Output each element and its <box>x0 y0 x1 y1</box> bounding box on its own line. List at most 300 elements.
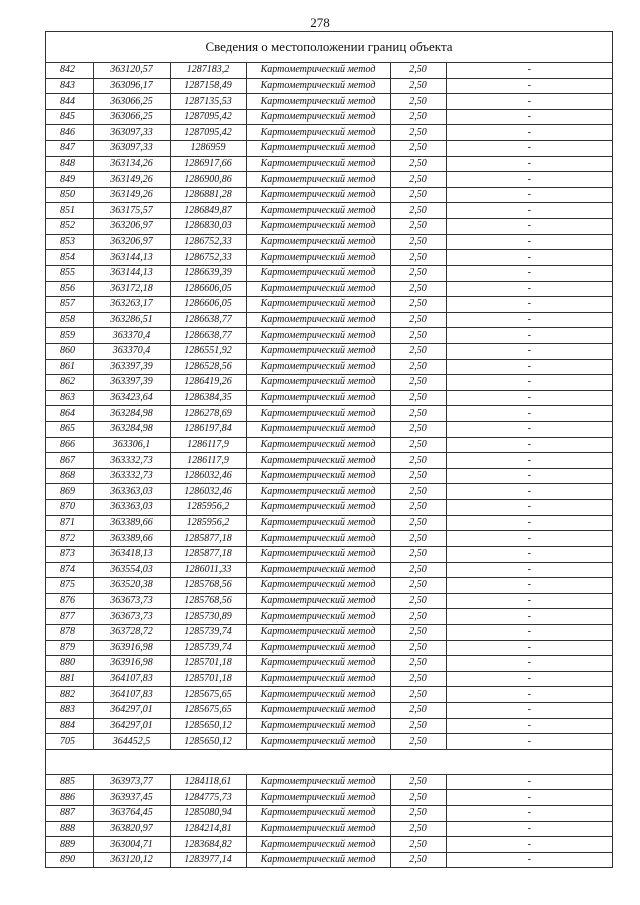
method-cell: Картометрический метод <box>246 109 390 125</box>
x-coordinate: 363206,97 <box>93 234 170 250</box>
y-coordinate: 1285739,74 <box>170 640 246 656</box>
table-row <box>46 734 612 750</box>
note-cell: - <box>446 203 612 219</box>
method-cell: Картометрический метод <box>246 671 390 687</box>
y-coordinate: 1286917,66 <box>170 156 246 172</box>
note-cell: - <box>446 63 612 78</box>
x-coordinate: 363820,97 <box>93 821 170 837</box>
method-cell: Картометрический метод <box>246 343 390 359</box>
point-number: 880 <box>46 656 93 672</box>
table-row <box>46 281 612 297</box>
table-row <box>46 343 612 359</box>
table-row <box>46 390 612 406</box>
accuracy-cell: 2,50 <box>390 328 446 344</box>
point-number: 884 <box>46 718 93 734</box>
x-coordinate: 363673,73 <box>93 593 170 609</box>
x-coordinate: 364452,5 <box>93 734 170 750</box>
method-cell: Картометрический метод <box>246 359 390 375</box>
accuracy-cell: 2,50 <box>390 790 446 806</box>
table-row <box>46 437 612 453</box>
method-cell: Картометрический метод <box>246 78 390 94</box>
accuracy-cell: 2,50 <box>390 624 446 640</box>
table-body <box>46 63 612 868</box>
accuracy-cell: 2,50 <box>390 468 446 484</box>
accuracy-cell: 2,50 <box>390 806 446 822</box>
point-number: 848 <box>46 156 93 172</box>
x-coordinate: 363149,26 <box>93 172 170 188</box>
x-coordinate: 363097,33 <box>93 141 170 157</box>
method-cell: Картометрический метод <box>246 406 390 422</box>
note-cell: - <box>446 390 612 406</box>
table-row <box>46 78 612 94</box>
y-coordinate: 1285877,18 <box>170 546 246 562</box>
table-row <box>46 718 612 734</box>
x-coordinate: 364297,01 <box>93 702 170 718</box>
point-number: 881 <box>46 671 93 687</box>
note-cell: - <box>446 312 612 328</box>
x-coordinate: 363332,73 <box>93 453 170 469</box>
gap-cell <box>46 749 612 774</box>
y-coordinate: 1286830,03 <box>170 219 246 235</box>
y-coordinate: 1285701,18 <box>170 671 246 687</box>
table-row <box>46 515 612 531</box>
note-cell: - <box>446 671 612 687</box>
y-coordinate: 1285675,65 <box>170 687 246 703</box>
x-coordinate: 363389,66 <box>93 515 170 531</box>
accuracy-cell: 2,50 <box>390 437 446 453</box>
table-row <box>46 94 612 110</box>
x-coordinate: 363370,4 <box>93 343 170 359</box>
accuracy-cell: 2,50 <box>390 821 446 837</box>
y-coordinate: 1286606,05 <box>170 297 246 313</box>
method-cell: Картометрический метод <box>246 156 390 172</box>
boundary-coordinates-table <box>46 63 612 868</box>
accuracy-cell: 2,50 <box>390 63 446 78</box>
x-coordinate: 363144,13 <box>93 250 170 266</box>
method-cell: Картометрический метод <box>246 63 390 78</box>
method-cell: Картометрический метод <box>246 806 390 822</box>
point-number: 858 <box>46 312 93 328</box>
note-cell: - <box>446 359 612 375</box>
method-cell: Картометрический метод <box>246 500 390 516</box>
method-cell: Картометрический метод <box>246 172 390 188</box>
point-number: 866 <box>46 437 93 453</box>
accuracy-cell: 2,50 <box>390 837 446 853</box>
x-coordinate: 363916,98 <box>93 640 170 656</box>
y-coordinate: 1286959 <box>170 141 246 157</box>
y-coordinate: 1286528,56 <box>170 359 246 375</box>
point-number: 855 <box>46 265 93 281</box>
x-coordinate: 363916,98 <box>93 656 170 672</box>
note-cell: - <box>446 437 612 453</box>
accuracy-cell: 2,50 <box>390 702 446 718</box>
accuracy-cell: 2,50 <box>390 234 446 250</box>
note-cell: - <box>446 219 612 235</box>
method-cell: Картометрический метод <box>246 837 390 853</box>
point-number: 843 <box>46 78 93 94</box>
y-coordinate: 1287158,49 <box>170 78 246 94</box>
accuracy-cell: 2,50 <box>390 406 446 422</box>
x-coordinate: 363286,51 <box>93 312 170 328</box>
accuracy-cell: 2,50 <box>390 187 446 203</box>
method-cell: Картометрический метод <box>246 453 390 469</box>
point-number: 862 <box>46 375 93 391</box>
x-coordinate: 363937,45 <box>93 790 170 806</box>
x-coordinate: 363728,72 <box>93 624 170 640</box>
method-cell: Картометрический метод <box>246 297 390 313</box>
note-cell: - <box>446 852 612 868</box>
table-row <box>46 656 612 672</box>
point-number: 863 <box>46 390 93 406</box>
accuracy-cell: 2,50 <box>390 562 446 578</box>
point-number: 861 <box>46 359 93 375</box>
method-cell: Картометрический метод <box>246 821 390 837</box>
method-cell: Картометрический метод <box>246 593 390 609</box>
y-coordinate: 1285877,18 <box>170 531 246 547</box>
accuracy-cell: 2,50 <box>390 687 446 703</box>
point-number: 871 <box>46 515 93 531</box>
method-cell: Картометрический метод <box>246 624 390 640</box>
y-coordinate: 1286419,26 <box>170 375 246 391</box>
table-row <box>46 328 612 344</box>
x-coordinate: 363134,26 <box>93 156 170 172</box>
method-cell: Картометрический метод <box>246 774 390 790</box>
method-cell: Картометрический метод <box>246 687 390 703</box>
y-coordinate: 1286197,84 <box>170 422 246 438</box>
accuracy-cell: 2,50 <box>390 375 446 391</box>
note-cell: - <box>446 406 612 422</box>
point-number: 859 <box>46 328 93 344</box>
x-coordinate: 363066,25 <box>93 94 170 110</box>
y-coordinate: 1286117,9 <box>170 453 246 469</box>
method-cell: Картометрический метод <box>246 790 390 806</box>
note-cell: - <box>446 156 612 172</box>
y-coordinate: 1285956,2 <box>170 500 246 516</box>
y-coordinate: 1287183,2 <box>170 63 246 78</box>
method-cell: Картометрический метод <box>246 94 390 110</box>
point-number: 873 <box>46 546 93 562</box>
note-cell: - <box>446 806 612 822</box>
y-coordinate: 1286752,33 <box>170 250 246 266</box>
accuracy-cell: 2,50 <box>390 141 446 157</box>
note-cell: - <box>446 468 612 484</box>
method-cell: Картометрический метод <box>246 250 390 266</box>
y-coordinate: 1285080,94 <box>170 806 246 822</box>
x-coordinate: 363764,45 <box>93 806 170 822</box>
point-number: 854 <box>46 250 93 266</box>
point-number: 870 <box>46 500 93 516</box>
method-cell: Картометрический метод <box>246 375 390 391</box>
method-cell: Картометрический метод <box>246 640 390 656</box>
x-coordinate: 363389,66 <box>93 531 170 547</box>
table-row <box>46 671 612 687</box>
method-cell: Картометрический метод <box>246 328 390 344</box>
table-row <box>46 852 612 868</box>
table-row <box>46 63 612 78</box>
table-row <box>46 453 612 469</box>
method-cell: Картометрический метод <box>246 281 390 297</box>
accuracy-cell: 2,50 <box>390 390 446 406</box>
y-coordinate: 1285956,2 <box>170 515 246 531</box>
table-row <box>46 312 612 328</box>
accuracy-cell: 2,50 <box>390 422 446 438</box>
table-row <box>46 837 612 853</box>
accuracy-cell: 2,50 <box>390 531 446 547</box>
table-row <box>46 546 612 562</box>
note-cell: - <box>446 78 612 94</box>
y-coordinate: 1287095,42 <box>170 109 246 125</box>
table-row <box>46 821 612 837</box>
note-cell: - <box>446 297 612 313</box>
table-row <box>46 500 612 516</box>
note-cell: - <box>446 593 612 609</box>
accuracy-cell: 2,50 <box>390 640 446 656</box>
table-row <box>46 484 612 500</box>
x-coordinate: 363673,73 <box>93 609 170 625</box>
x-coordinate: 363332,73 <box>93 468 170 484</box>
note-cell: - <box>446 343 612 359</box>
x-coordinate: 364107,83 <box>93 671 170 687</box>
accuracy-cell: 2,50 <box>390 78 446 94</box>
accuracy-cell: 2,50 <box>390 250 446 266</box>
point-number: 705 <box>46 734 93 750</box>
x-coordinate: 363418,13 <box>93 546 170 562</box>
method-cell: Картометрический метод <box>246 141 390 157</box>
point-number: 857 <box>46 297 93 313</box>
page-number: 278 <box>310 15 330 30</box>
note-cell: - <box>446 821 612 837</box>
x-coordinate: 363423,64 <box>93 390 170 406</box>
x-coordinate: 363363,03 <box>93 500 170 516</box>
point-number: 845 <box>46 109 93 125</box>
note-cell: - <box>446 837 612 853</box>
x-coordinate: 364107,83 <box>93 687 170 703</box>
x-coordinate: 363172,18 <box>93 281 170 297</box>
method-cell: Картометрический метод <box>246 734 390 750</box>
accuracy-cell: 2,50 <box>390 484 446 500</box>
table-row <box>46 406 612 422</box>
x-coordinate: 363306,1 <box>93 437 170 453</box>
point-number: 887 <box>46 806 93 822</box>
point-number: 877 <box>46 609 93 625</box>
method-cell: Картометрический метод <box>246 702 390 718</box>
x-coordinate: 363120,57 <box>93 63 170 78</box>
point-number: 849 <box>46 172 93 188</box>
x-coordinate: 363973,77 <box>93 774 170 790</box>
method-cell: Картометрический метод <box>246 219 390 235</box>
table-row <box>46 234 612 250</box>
y-coordinate: 1286606,05 <box>170 281 246 297</box>
method-cell: Картометрический метод <box>246 562 390 578</box>
accuracy-cell: 2,50 <box>390 343 446 359</box>
point-number: 856 <box>46 281 93 297</box>
y-coordinate: 1285650,12 <box>170 718 246 734</box>
note-cell: - <box>446 141 612 157</box>
method-cell: Картометрический метод <box>246 484 390 500</box>
point-number: 865 <box>46 422 93 438</box>
note-cell: - <box>446 546 612 562</box>
point-number: 883 <box>46 702 93 718</box>
accuracy-cell: 2,50 <box>390 852 446 868</box>
x-coordinate: 363144,13 <box>93 265 170 281</box>
point-number: 890 <box>46 852 93 868</box>
point-number: 869 <box>46 484 93 500</box>
method-cell: Картометрический метод <box>246 312 390 328</box>
accuracy-cell: 2,50 <box>390 265 446 281</box>
y-coordinate: 1285768,56 <box>170 578 246 594</box>
point-number: 888 <box>46 821 93 837</box>
point-number: 851 <box>46 203 93 219</box>
point-number: 889 <box>46 837 93 853</box>
method-cell: Картометрический метод <box>246 852 390 868</box>
note-cell: - <box>446 328 612 344</box>
x-coordinate: 363263,17 <box>93 297 170 313</box>
table-row <box>46 774 612 790</box>
y-coordinate: 1286639,39 <box>170 265 246 281</box>
accuracy-cell: 2,50 <box>390 219 446 235</box>
y-coordinate: 1286752,33 <box>170 234 246 250</box>
table-gap-row <box>46 749 612 774</box>
table-row <box>46 624 612 640</box>
note-cell: - <box>446 640 612 656</box>
y-coordinate: 1286849,87 <box>170 203 246 219</box>
method-cell: Картометрический метод <box>246 187 390 203</box>
note-cell: - <box>446 265 612 281</box>
note-cell: - <box>446 656 612 672</box>
note-cell: - <box>446 94 612 110</box>
x-coordinate: 363206,97 <box>93 219 170 235</box>
point-number: 864 <box>46 406 93 422</box>
boundary-table-container <box>45 31 613 868</box>
x-coordinate: 363284,98 <box>93 422 170 438</box>
point-number: 853 <box>46 234 93 250</box>
note-cell: - <box>446 453 612 469</box>
note-cell: - <box>446 687 612 703</box>
y-coordinate: 1286638,77 <box>170 312 246 328</box>
table-row <box>46 109 612 125</box>
method-cell: Картометрический метод <box>246 234 390 250</box>
x-coordinate: 363175,57 <box>93 203 170 219</box>
x-coordinate: 363097,33 <box>93 125 170 141</box>
note-cell: - <box>446 172 612 188</box>
accuracy-cell: 2,50 <box>390 359 446 375</box>
y-coordinate: 1285701,18 <box>170 656 246 672</box>
note-cell: - <box>446 609 612 625</box>
accuracy-cell: 2,50 <box>390 156 446 172</box>
point-number: 878 <box>46 624 93 640</box>
note-cell: - <box>446 484 612 500</box>
y-coordinate: 1286117,9 <box>170 437 246 453</box>
note-cell: - <box>446 125 612 141</box>
table-row <box>46 125 612 141</box>
method-cell: Картометрический метод <box>246 718 390 734</box>
table-row <box>46 790 612 806</box>
note-cell: - <box>446 234 612 250</box>
table-row <box>46 422 612 438</box>
x-coordinate: 363363,03 <box>93 484 170 500</box>
y-coordinate: 1286384,35 <box>170 390 246 406</box>
y-coordinate: 1286032,46 <box>170 468 246 484</box>
table-row <box>46 141 612 157</box>
note-cell: - <box>446 734 612 750</box>
x-coordinate: 363554,03 <box>93 562 170 578</box>
table-row <box>46 468 612 484</box>
point-number: 874 <box>46 562 93 578</box>
point-number: 842 <box>46 63 93 78</box>
point-number: 872 <box>46 531 93 547</box>
accuracy-cell: 2,50 <box>390 609 446 625</box>
point-number: 885 <box>46 774 93 790</box>
y-coordinate: 1283977,14 <box>170 852 246 868</box>
y-coordinate: 1284118,61 <box>170 774 246 790</box>
accuracy-cell: 2,50 <box>390 94 446 110</box>
accuracy-cell: 2,50 <box>390 203 446 219</box>
accuracy-cell: 2,50 <box>390 312 446 328</box>
table-row <box>46 250 612 266</box>
note-cell: - <box>446 187 612 203</box>
x-coordinate: 363397,39 <box>93 375 170 391</box>
point-number: 886 <box>46 790 93 806</box>
point-number: 850 <box>46 187 93 203</box>
method-cell: Картометрический метод <box>246 578 390 594</box>
x-coordinate: 363284,98 <box>93 406 170 422</box>
point-number: 852 <box>46 219 93 235</box>
point-number: 879 <box>46 640 93 656</box>
accuracy-cell: 2,50 <box>390 718 446 734</box>
y-coordinate: 1285768,56 <box>170 593 246 609</box>
accuracy-cell: 2,50 <box>390 172 446 188</box>
y-coordinate: 1286032,46 <box>170 484 246 500</box>
table-row <box>46 375 612 391</box>
accuracy-cell: 2,50 <box>390 546 446 562</box>
y-coordinate: 1286011,33 <box>170 562 246 578</box>
table-row <box>46 359 612 375</box>
accuracy-cell: 2,50 <box>390 656 446 672</box>
accuracy-cell: 2,50 <box>390 125 446 141</box>
method-cell: Картометрический метод <box>246 609 390 625</box>
note-cell: - <box>446 718 612 734</box>
point-number: 867 <box>46 453 93 469</box>
y-coordinate: 1283684,82 <box>170 837 246 853</box>
method-cell: Картометрический метод <box>246 546 390 562</box>
y-coordinate: 1286638,77 <box>170 328 246 344</box>
x-coordinate: 363520,38 <box>93 578 170 594</box>
table-row <box>46 531 612 547</box>
note-cell: - <box>446 578 612 594</box>
note-cell: - <box>446 281 612 297</box>
table-row <box>46 806 612 822</box>
method-cell: Картометрический метод <box>246 437 390 453</box>
method-cell: Картометрический метод <box>246 656 390 672</box>
point-number: 868 <box>46 468 93 484</box>
table-row <box>46 187 612 203</box>
accuracy-cell: 2,50 <box>390 734 446 750</box>
y-coordinate: 1285650,12 <box>170 734 246 750</box>
x-coordinate: 363066,25 <box>93 109 170 125</box>
accuracy-cell: 2,50 <box>390 578 446 594</box>
note-cell: - <box>446 624 612 640</box>
table-row <box>46 687 612 703</box>
accuracy-cell: 2,50 <box>390 109 446 125</box>
accuracy-cell: 2,50 <box>390 593 446 609</box>
note-cell: - <box>446 422 612 438</box>
y-coordinate: 1286551,92 <box>170 343 246 359</box>
method-cell: Картометрический метод <box>246 265 390 281</box>
note-cell: - <box>446 109 612 125</box>
table-row <box>46 609 612 625</box>
y-coordinate: 1287095,42 <box>170 125 246 141</box>
method-cell: Картометрический метод <box>246 468 390 484</box>
